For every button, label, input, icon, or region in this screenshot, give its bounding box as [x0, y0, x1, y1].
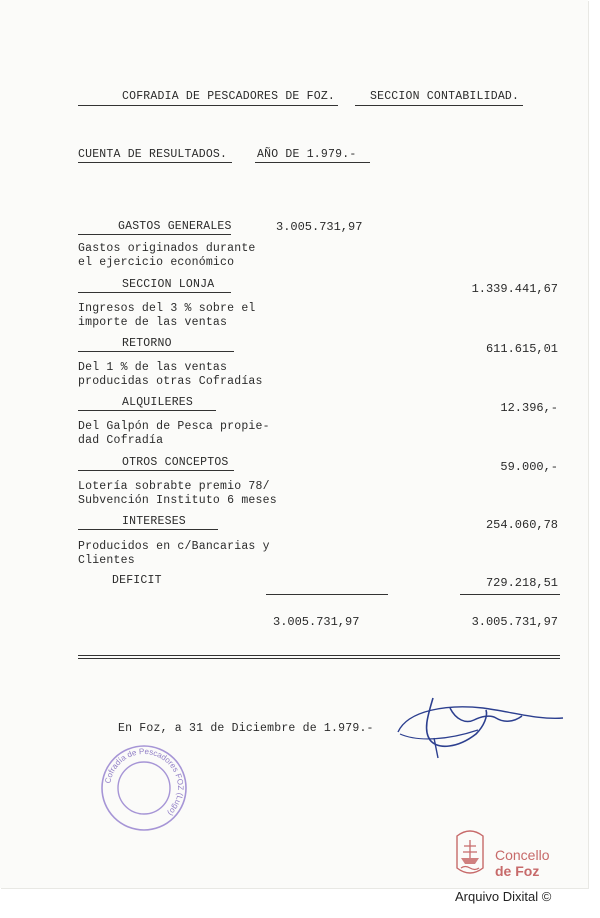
place-date: En Foz, a 31 de Diciembre de 1.979.- [118, 722, 374, 735]
svg-text:Cofradía de Pescadores F: Cofradía de Pescadores FOZ (Lugo) [103, 746, 186, 818]
header-underline-left [78, 105, 338, 106]
report-title-underline [78, 162, 232, 163]
entry-description: Del Galpón de Pesca propie- [78, 420, 270, 433]
section-title: SECCION CONTABILIDAD. [370, 90, 520, 103]
entry-heading-underline [78, 529, 218, 530]
archive-caption: Arquivo Dixital © [455, 889, 552, 904]
entry-heading: OTROS CONCEPTOS [122, 456, 229, 469]
entry-description: Producidos en c/Bancarias y [78, 540, 270, 553]
sum-line-debit [266, 594, 388, 595]
entry-description: importe de las ventas [78, 316, 228, 329]
entry-heading-underline [78, 351, 234, 352]
report-title: CUENTA DE RESULTADOS. [78, 148, 228, 161]
entry-credit-amount: 611.615,01 [485, 342, 558, 356]
entry-description: Clientes [78, 554, 135, 567]
total-debit: 3.005.731,97 [273, 615, 360, 629]
entry-description: Del 1 % de las ventas [78, 361, 228, 374]
entry-heading: SECCION LONJA [122, 278, 215, 291]
entry-heading-underline [78, 470, 234, 471]
entry-description: Subvención Instituto 6 meses [78, 494, 277, 507]
total-double-rule [78, 655, 560, 659]
deficit-label: DEFICIT [112, 574, 162, 587]
entry-description: dad Cofradía [78, 434, 164, 447]
header-underline-right [355, 105, 523, 106]
report-year: AÑO DE 1.979.- [257, 148, 357, 161]
entry-description: el ejercicio económico [78, 256, 235, 269]
signature [388, 690, 578, 760]
entry-description: producidas otras Cofradías [78, 375, 263, 388]
deficit-amount: 729.218,51 [485, 576, 558, 590]
sum-line-credit [460, 594, 560, 595]
cofradia-stamp [98, 742, 190, 834]
entry-description: Gastos originados durante [78, 242, 256, 255]
entry-credit-amount: 1.339.441,67 [471, 282, 558, 296]
entry-heading: RETORNO [122, 337, 172, 350]
entry-credit-amount: 12.396,- [500, 401, 558, 415]
concello-foz-logo-icon [453, 828, 487, 878]
entry-credit-amount: 59.000,- [500, 460, 558, 474]
entry-credit-amount: 254.060,78 [485, 518, 558, 532]
entry-description: Lotería sobrabte premio 78/ [78, 480, 270, 493]
report-year-underline [255, 162, 370, 163]
watermark-line1: Concello [495, 847, 550, 863]
watermark-line2: de Foz [495, 863, 540, 879]
entry-heading-underline [78, 292, 231, 293]
entry-heading: ALQUILERES [122, 396, 194, 409]
organization-title: COFRADIA DE PESCADORES DE FOZ. [122, 90, 336, 103]
entry-heading-underline [78, 234, 231, 235]
entry-debit-amount: 3.005.731,97 [276, 220, 363, 234]
entry-heading: GASTOS GENERALES [118, 220, 232, 233]
entry-heading: INTERESES [122, 515, 186, 528]
entry-heading-underline [78, 410, 216, 411]
total-credit: 3.005.731,97 [471, 615, 558, 629]
entry-description: Ingresos del 3 % sobre el [78, 302, 256, 315]
